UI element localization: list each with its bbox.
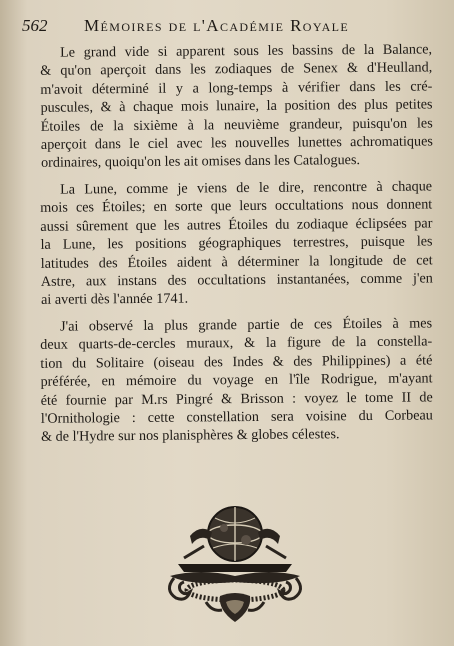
text-line: J'ai observé la plus grande partie de ces Étoiles à mes xyxy=(60,315,433,335)
text-line: La Lune, comme je viens de le dire, rencontre à chaque xyxy=(60,178,433,198)
text-line: m'avoit déterminé il y a long-temps à vérifier dans les cré- xyxy=(40,78,433,98)
armillary-sphere-vignette-icon xyxy=(160,498,310,628)
text-line: préférée, en mémoire du voyage en l'île Rodrigue, m'ayant xyxy=(40,370,433,390)
page-number: 562 xyxy=(22,16,48,35)
paragraph-1 xyxy=(20,40,433,172)
text-line: aussi sûrement que les autres Étoiles du zodiaque éclipsées par xyxy=(40,215,433,235)
paragraph-3 xyxy=(20,314,433,446)
text-line: mois ces Étoiles; en sorte que leurs occultations nous donnent xyxy=(40,196,433,217)
page-header xyxy=(22,14,442,40)
paragraph-2 xyxy=(20,177,433,309)
text-line: & de l'Hydre sur nos planisphères & globes célestes. xyxy=(40,426,340,445)
text-line: ai averti dès l'année 1741. xyxy=(40,290,189,309)
body-text xyxy=(20,41,433,455)
text-line: ordinaires, quoiqu'on les ait omises dans les Catalogues. xyxy=(40,152,361,172)
text-line: deux quarts-de-cercles muraux, & la figure de la constella- xyxy=(40,333,433,353)
text-line: été fournie par M.rs Pingré & Brisson : voyez le tome II de xyxy=(40,388,433,409)
text-line: Étoiles de la sixième à la neuvième grandeur, puisqu'on les xyxy=(40,115,433,135)
text-line: la Lune, les positions géographiques terrestres, puisque les xyxy=(40,233,433,253)
text-line: l'Ornithologie : cette constellation sera voisine du Corbeau xyxy=(40,407,433,427)
text-line: puscules, & à chaque mois lunaire, la position des plus petites xyxy=(40,96,433,117)
running-head: Mémoires de l'Académie Royale xyxy=(84,16,350,35)
text-line: tion du Solitaire (oiseau des Indes & des Philippines) a été xyxy=(40,351,433,372)
text-line: latitudes des Étoiles aident à déterminer la longitude de cet xyxy=(40,251,433,272)
text-line: aperçoit dans le ciel avec les nouvelles lunettes achromatiques xyxy=(40,133,433,153)
text-line: Le grand vide si apparent sous les bassins de la Balance, xyxy=(60,41,433,61)
text-line: Astre, aux instans des occultations instantanées, comme j'en xyxy=(40,270,433,290)
text-line: & qu'on aperçoit dans les zodiaques de Senex & d'Heulland, xyxy=(40,59,433,80)
